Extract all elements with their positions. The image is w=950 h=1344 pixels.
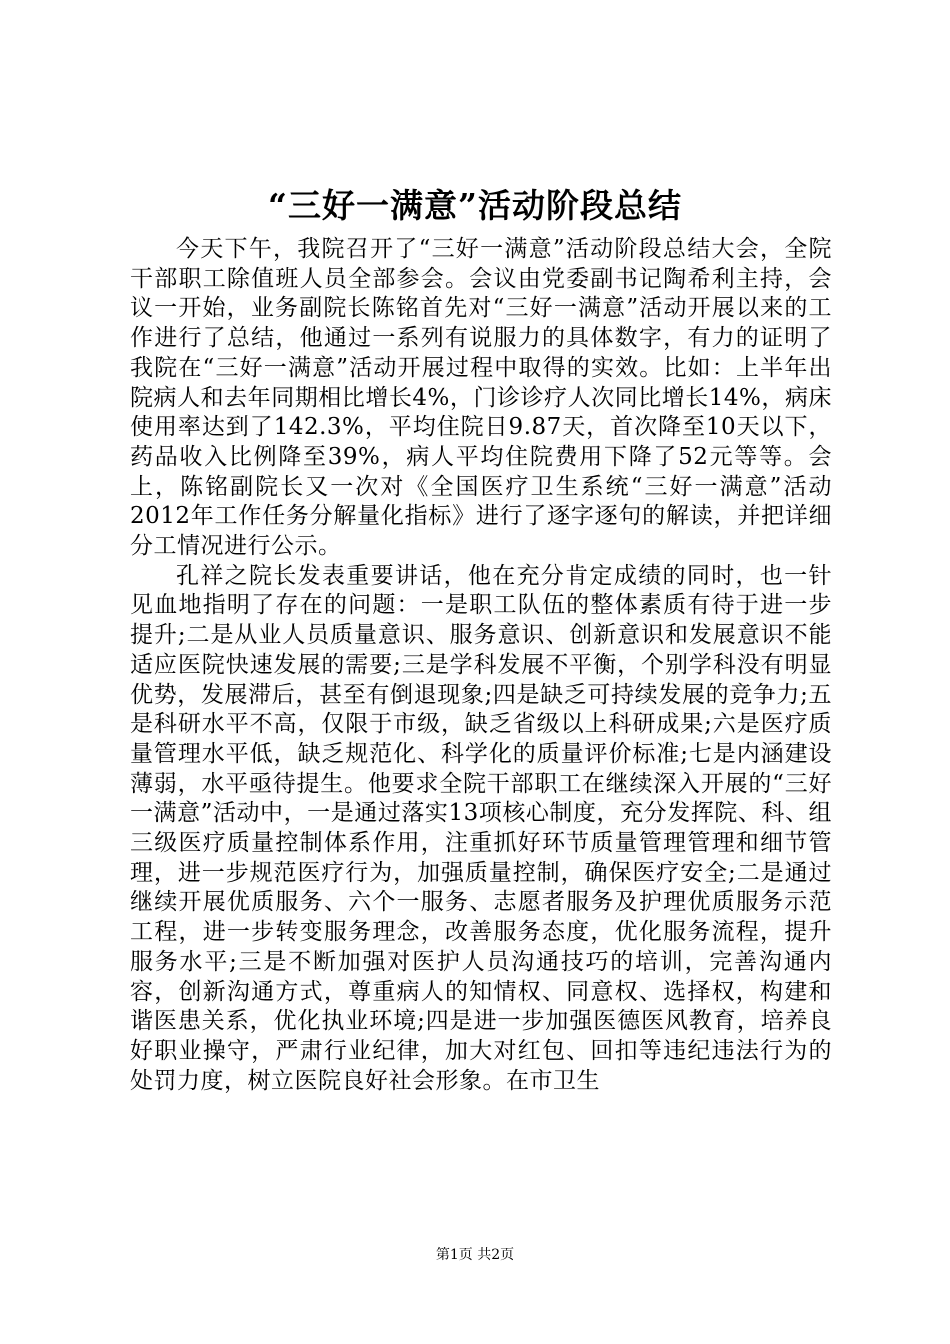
paragraph-1: 今天下午，我院召开了“三好一满意”活动阶段总结大会，全院干部职工除值班人员全部参会。会议由党委副书记陶希利主持，会议一开始，业务副院长陈铭首先对“三好一满意”活动开展以来的工作进行了总结，他通过一系列有说服力的具体数字，有力的证明了我院在“三好一满意”活动开展过程中取得的实效。比如：上半年出院病人和去年同期相比增长4%，门诊诊疗人次同比增长14%，病床使用率达到了142.3%，平均住院日9.87天，首次降至10天以下，药品收入比例降至39%，病人平均住院费用下降了52元等等。会上，陈铭副院长又一次对《全国医疗卫生系统“三好一满意”活动2012年工作任务分解量化指标》进行了逐字逐句的解读，并把详细分工情况进行公示。 xyxy=(130,236,832,560)
document-title: “三好一满意”活动阶段总结 xyxy=(268,186,682,225)
document-body xyxy=(130,235,832,1096)
page-number-footer: 第1页 共2页 xyxy=(435,1247,515,1263)
paragraph-2: 孔祥之院长发表重要讲话，他在充分肯定成绩的同时，也一针见血地指明了存在的问题：一是职工队伍的整体素质有待于进一步提升;二是从业人员质量意识、服务意识、创新意识和发展意识不能适应医院快速发展的需要;三是学科发展不平衡，个别学科没有明显优势，发展滞后，甚至有倒退现象;四是缺乏可持续发展的竞争力;五是科研水平不高，仅限于市级，缺乏省级以上科研成果;六是医疗质量管理水平低，缺乏规范化、科学化的质量评价标准;七是内涵建设薄弱，水平亟待提生。他要求全院干部职工在继续深入开展的“三好一满意”活动中，一是通过落实13项核心制度，充分发挥院、科、组三级医疗质量控制体系作用，注重抓好环节质量管理管理和细节管理，进一步规范医疗行为，加强质量控制，确保医疗安全;二是通过继续开展优质服务、六个一服务、志愿者服务及护理优质服务示范工程，进一步转变服务理念，改善服务态度，优化服务流程，提升服务水平;三是不断加强对医护人员沟通技巧的培训，完善沟通内容，创新沟通方式，尊重病人的知情权、同意权、选择权，构建和谐医患关系，优化执业环境;四是进一步加强医德医风教育，培养良好职业操守，严肃行业纪律，加大对红包、回扣等违纪违法行为的处罚力度，树立医院良好社会形象。在市卫生 xyxy=(130,562,832,1094)
